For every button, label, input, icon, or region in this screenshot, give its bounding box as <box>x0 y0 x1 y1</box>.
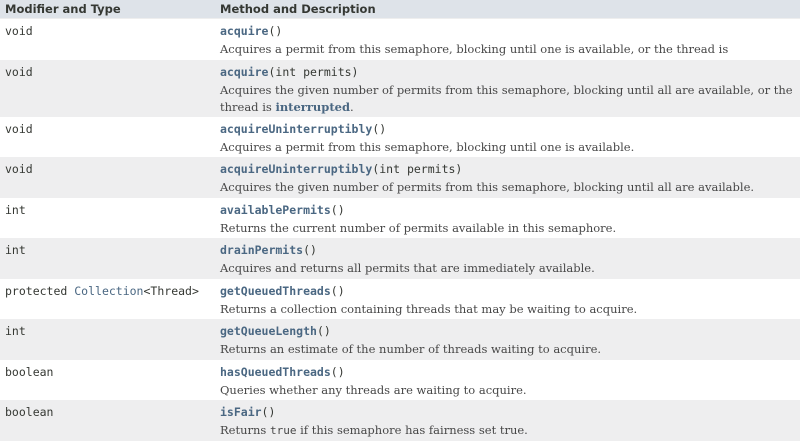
method-cell <box>213 19 800 60</box>
method-params: () <box>268 24 283 38</box>
return-type: protected Collection<Thread> <box>5 283 199 298</box>
method-params: () <box>372 121 387 136</box>
method-cell <box>213 60 800 117</box>
table-row <box>0 198 800 239</box>
method-params: () <box>316 324 331 338</box>
method-params: () <box>303 243 317 257</box>
interrupted-link[interactable]: interrupted <box>275 99 351 114</box>
true-code: true <box>269 424 297 437</box>
table-row <box>0 360 800 401</box>
method-link-available-permits[interactable]: availablePermits <box>220 202 331 217</box>
method-params: () <box>330 283 345 298</box>
method-description: Acquires a permit from this semaphore, blocking until one is available. <box>220 139 635 154</box>
method-link-get-queue-length[interactable]: getQueueLength <box>220 324 317 338</box>
collection-type-link[interactable]: Collection <box>74 283 144 298</box>
method-description: Returns a collection containing threads that may be waiting to acquire. <box>220 301 638 316</box>
return-type: int <box>5 324 26 338</box>
return-type: int <box>5 202 26 217</box>
method-link-get-queued-threads[interactable]: getQueuedThreads <box>220 283 331 298</box>
method-description: Returns an estimate of the number of threads waiting to acquire. <box>220 342 602 356</box>
method-description: Returns true if this semaphore has fairness set true. <box>220 423 528 437</box>
method-cell <box>213 198 800 239</box>
method-signature <box>220 405 796 420</box>
method-cell <box>213 157 800 198</box>
method-link-acquire[interactable]: acquire <box>220 24 269 38</box>
method-cell <box>213 279 800 320</box>
return-type: boolean <box>5 405 54 419</box>
method-link-is-fair[interactable]: isFair <box>220 405 262 419</box>
method-link-acquire-permits[interactable]: acquire <box>220 64 269 79</box>
method-signature <box>220 65 796 80</box>
method-signature <box>220 203 796 218</box>
method-params: () <box>330 202 345 217</box>
method-link-acquire-uninterruptibly-permits[interactable]: acquireUninterruptibly <box>220 162 373 176</box>
method-signature <box>220 284 796 299</box>
table-row <box>0 19 800 60</box>
method-signature <box>220 365 796 380</box>
method-params: (int permits) <box>372 162 463 176</box>
table-row <box>0 157 800 198</box>
method-cell <box>213 400 800 441</box>
method-params: (int permits) <box>268 64 359 79</box>
table-row <box>0 117 800 158</box>
method-description: Acquires a permit from this semaphore, blocking until one is available, or the thread is <box>220 41 796 60</box>
table-row <box>0 319 800 360</box>
return-type: void <box>5 64 33 79</box>
method-description: Queries whether any threads are waiting to acquire. <box>220 382 527 397</box>
table-row <box>0 60 800 117</box>
method-params: () <box>330 364 345 379</box>
table-row <box>0 400 800 441</box>
method-description: Acquires the given number of permits from this semaphore, blocking until all are available. <box>220 180 755 194</box>
method-link-drain-permits[interactable]: drainPermits <box>220 243 304 257</box>
return-type: int <box>5 243 26 257</box>
method-params: () <box>261 405 276 419</box>
method-cell <box>213 117 800 158</box>
return-type: void <box>5 162 33 176</box>
method-cell <box>213 238 800 279</box>
return-type: boolean <box>5 364 54 379</box>
table-row <box>0 279 800 320</box>
method-link-has-queued-threads[interactable]: hasQueuedThreads <box>220 364 331 379</box>
method-signature <box>220 122 796 137</box>
method-signature <box>220 24 796 39</box>
method-description: Returns the current number of permits available in this semaphore. <box>220 220 617 235</box>
method-link-acquire-uninterruptibly[interactable]: acquireUninterruptibly <box>220 121 373 136</box>
method-signature <box>220 324 796 339</box>
method-cell <box>213 360 800 401</box>
return-type: void <box>5 24 33 38</box>
header-modifier-type: Modifier and Type <box>5 2 121 16</box>
method-cell <box>213 319 800 360</box>
method-signature <box>220 162 796 177</box>
return-type: void <box>5 121 33 136</box>
header-method-description: Method and Description <box>220 2 376 16</box>
method-description: Acquires the given number of permits from this semaphore, blocking until all are available, or the thread is interrupted. <box>220 82 793 114</box>
method-signature <box>220 243 796 258</box>
table-row <box>0 238 800 279</box>
method-description: Acquires and returns all permits that are immediately available. <box>220 261 595 275</box>
table-header <box>0 0 800 19</box>
